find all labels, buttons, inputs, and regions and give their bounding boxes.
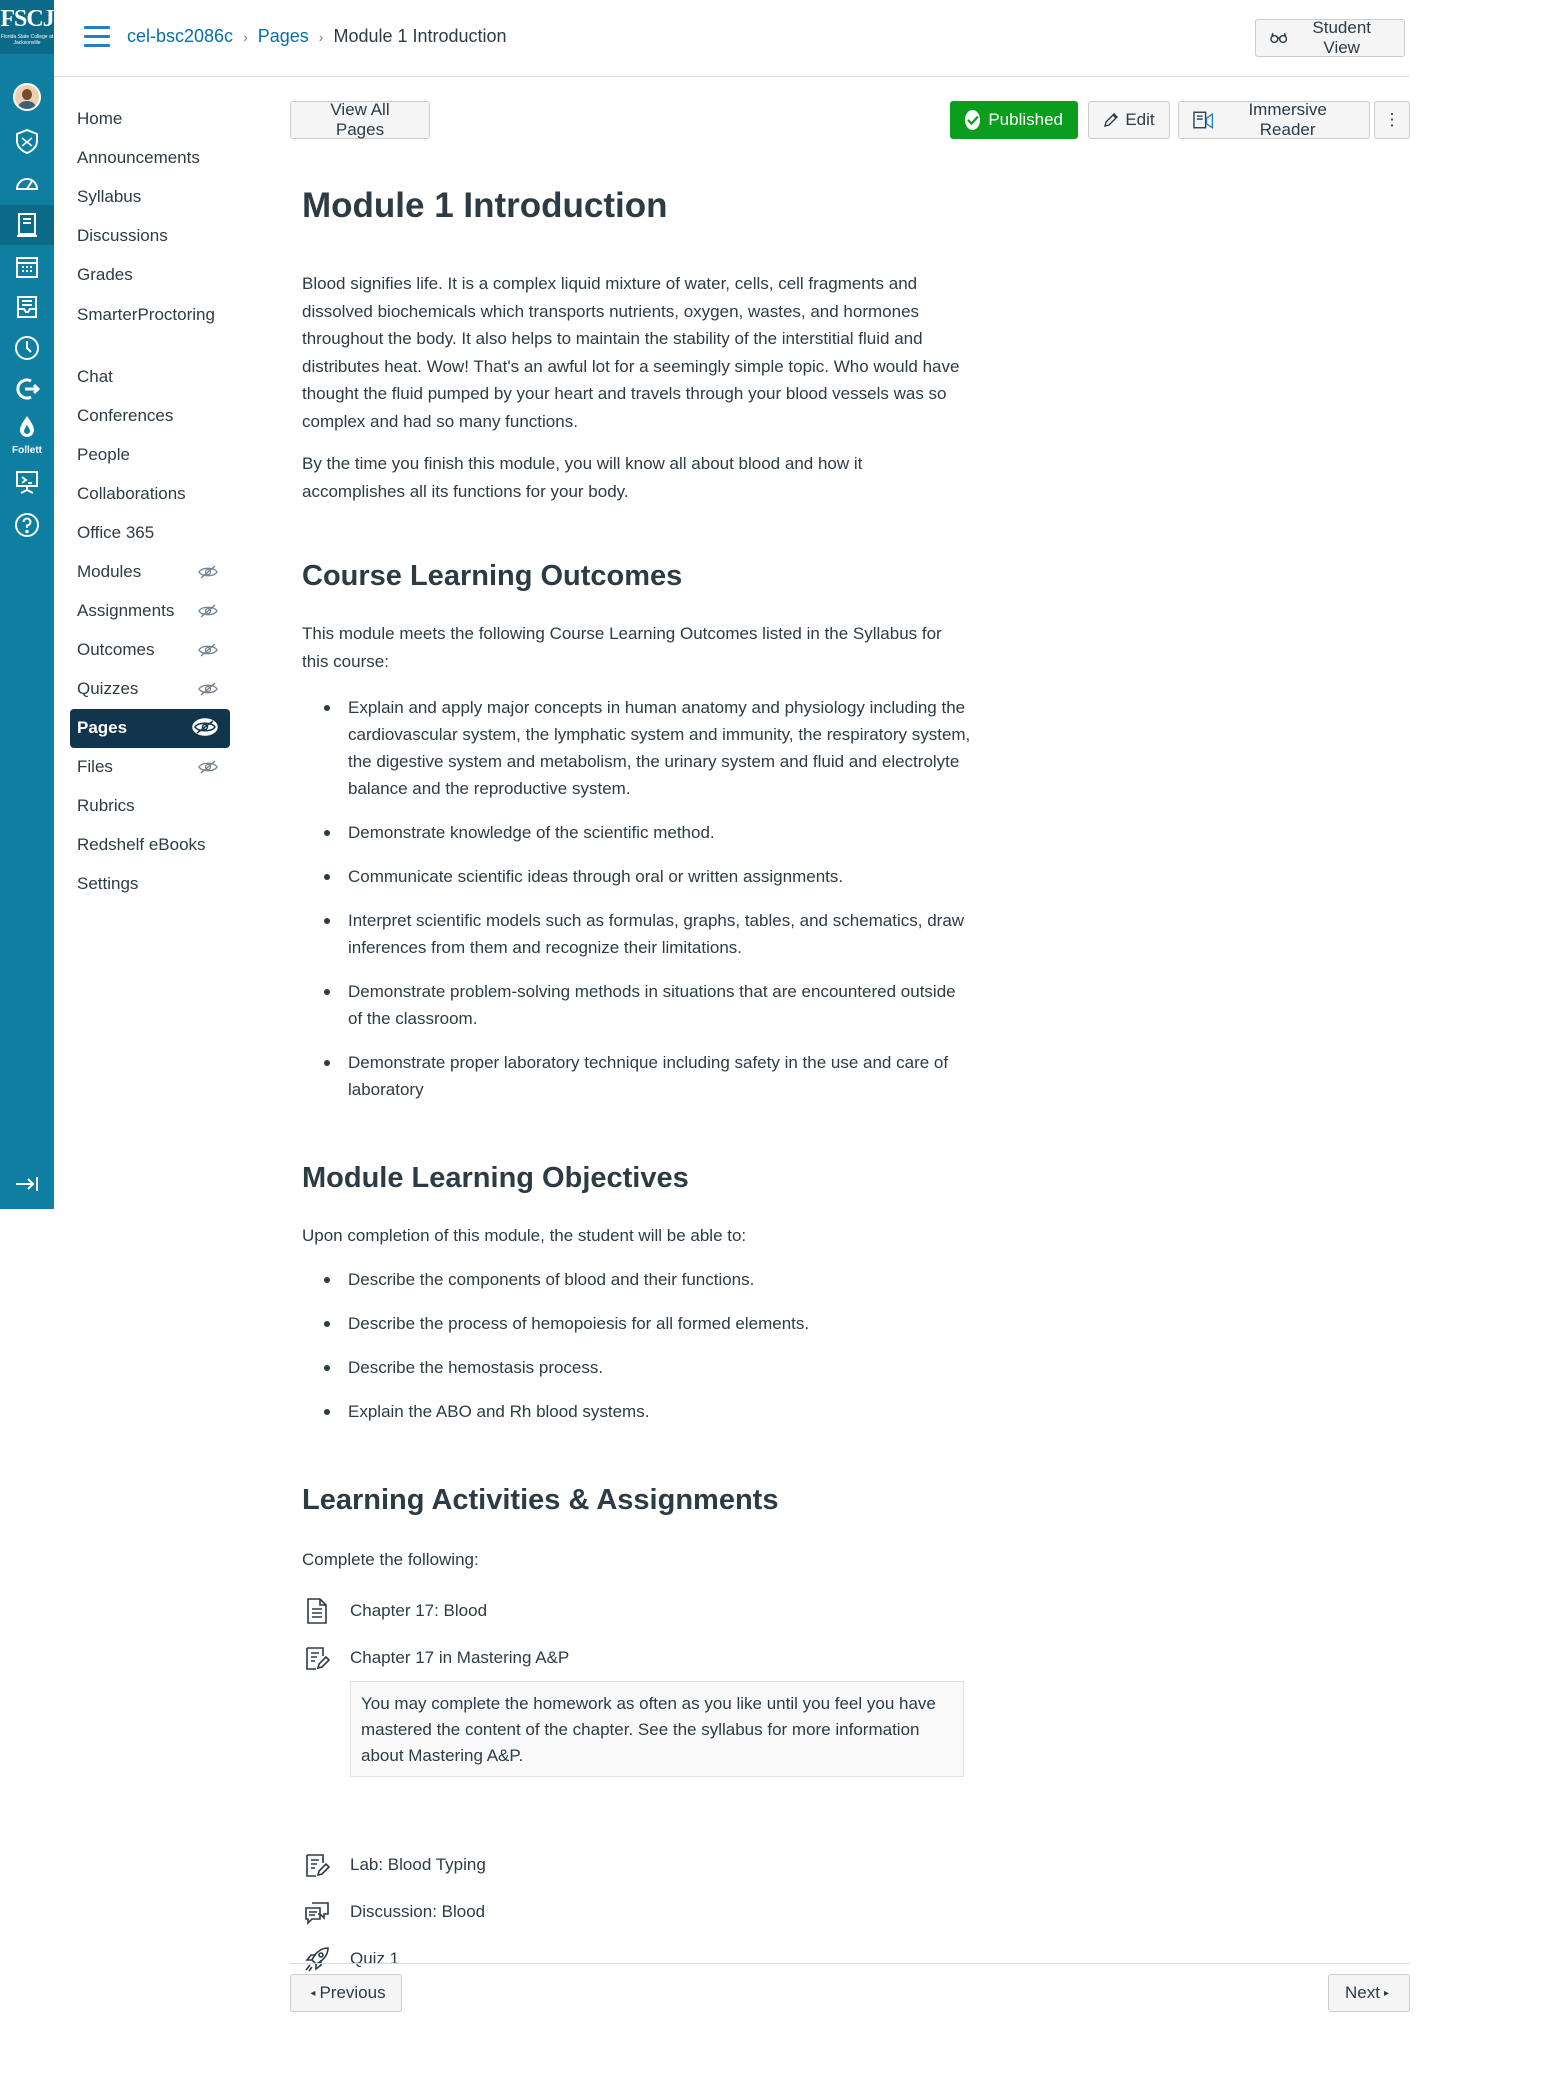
check-circle-icon (965, 110, 980, 130)
list-item: Interpret scientific models such as formulas, graphs, tables, and schematics, draw inferences from them and recognize their limitations. (302, 907, 972, 961)
course-nav-assignments[interactable]: Assignments (70, 592, 230, 631)
clo-intro: This module meets the following Course Learning Outcomes listed in the Syllabus for this course: (302, 624, 942, 671)
previous-button[interactable] (290, 1974, 402, 2012)
hidden-eye-icon (192, 718, 218, 736)
page-header (54, 0, 1409, 77)
course-nav-conferences[interactable]: Conferences (77, 406, 174, 425)
hidden-eye-icon (198, 604, 218, 618)
list-item: Demonstrate proper laboratory technique including safety in the use and care of laboratory (302, 1049, 972, 1103)
follett-nav-item[interactable] (0, 410, 54, 444)
mlo-list (302, 1266, 972, 1442)
course-learning-outcomes-heading: Course Learning Outcomes (302, 560, 683, 592)
published-label: Published (988, 110, 1063, 129)
list-item: Demonstrate knowledge of the scientific method. (302, 819, 972, 846)
view-all-pages-button[interactable] (290, 101, 430, 139)
intro-paragraph-2: By the time you finish this module, you will know all about blood and how it accomplishes all its functions for your body. (302, 454, 863, 501)
list-item: Describe the components of blood and their functions. (302, 1266, 972, 1293)
student-view-label: Student View (1312, 18, 1371, 57)
view-all-pages-label: View All Pages (330, 100, 390, 139)
collapse-arrow-icon (13, 1170, 41, 1198)
course-nav-people[interactable]: People (77, 445, 130, 464)
logo-subtext: Florida State College at Jacksonville (0, 34, 54, 46)
course-nav-settings[interactable]: Settings (77, 874, 139, 893)
activity-label: Discussion: Blood (350, 1902, 486, 1921)
intro-paragraph: Blood signifies life. It is a complex liquid mixture of water, cells, cell fragments and dissolved biochemicals which transports nutrients, oxygen, wastes, and hormones throughout the body. It also helps to maintain the stability of the interstitial fluid and distributes heat. Wow! That's an awful lot for a seemingly simple topic. Who would have thought the fluid pumped by your heart and travels through your blood vessels was so complex and had so many functions. (302, 274, 960, 431)
more-options-icon: ⋮ (1383, 110, 1401, 129)
follett-label: Follett (12, 445, 42, 456)
list-item: Explain and apply major concepts in human anatomy and physiology including the cardiovascular system, the lymphatic system and immunity, the respiratory system, the digestive system and metabolism, the urinary system and fluid and electrolyte balance and the reproductive system. (302, 694, 972, 802)
breadcrumb-current: Module 1 Introduction (333, 26, 507, 46)
previous-label: Previous (319, 1983, 386, 2002)
admin-nav-item[interactable] (0, 121, 54, 161)
collapse-nav-button[interactable] (0, 1164, 54, 1204)
list-item: Explain the ABO and Rh blood systems. (302, 1398, 972, 1425)
course-nav-syllabus[interactable]: Syllabus (77, 187, 142, 206)
course-nav-files[interactable]: Files (70, 748, 230, 787)
hidden-eye-icon (198, 760, 218, 774)
shield-icon (13, 127, 41, 155)
course-nav-home[interactable]: Home (77, 109, 123, 128)
next-label: Next (1345, 1983, 1380, 2002)
account-nav-item[interactable] (0, 77, 54, 117)
discussion-icon (304, 1898, 330, 1926)
calendar-nav-item[interactable] (0, 247, 54, 287)
dashboard-icon (13, 169, 41, 197)
activity-chapter-17-blood[interactable] (304, 1597, 487, 1625)
activity-label: Chapter 17 in Mastering A&P (350, 1648, 570, 1667)
courses-nav-item[interactable] (0, 205, 54, 245)
published-button[interactable] (950, 101, 1078, 139)
list-item: Describe the hemostasis process. (302, 1354, 972, 1381)
course-nav-pages[interactable]: Pages (70, 709, 230, 748)
avatar-icon (13, 83, 41, 111)
page-title: Module 1 Introduction (302, 186, 668, 225)
caret-left-icon: ◂ (310, 1987, 316, 1999)
next-button[interactable] (1328, 1974, 1410, 2012)
course-nav-modules[interactable]: Modules (70, 553, 230, 592)
student-view-button[interactable] (1255, 19, 1405, 57)
document-icon (304, 1597, 330, 1625)
logo-text: FSCJ (0, 6, 54, 32)
fscj-logo[interactable] (0, 0, 54, 54)
course-nav-rubrics[interactable]: Rubrics (77, 796, 135, 815)
more-options-button[interactable] (1374, 101, 1410, 139)
course-nav-announcements[interactable]: Announcements (77, 148, 200, 167)
immersive-reader-icon (1193, 110, 1214, 130)
course-nav-collaborations[interactable]: Collaborations (77, 484, 186, 503)
course-nav-redshelf-ebooks[interactable]: Redshelf eBooks (77, 835, 206, 854)
hidden-eye-icon (198, 565, 218, 579)
immersive-reader-label: Immersive Reader (1248, 100, 1327, 139)
studio-nav-item[interactable] (0, 462, 54, 502)
course-nav-quizzes[interactable]: Quizzes (70, 670, 230, 709)
help-nav-item[interactable] (0, 505, 54, 545)
list-item: Communicate scientific ideas through oral or written assignments. (302, 863, 972, 890)
course-nav (70, 100, 230, 904)
pencil-icon (1103, 112, 1119, 128)
inbox-icon (13, 293, 41, 321)
list-item: Demonstrate problem-solving methods in situations that are encountered outside of the classroom. (302, 978, 972, 1032)
clock-icon (13, 334, 41, 362)
courses-icon (13, 211, 41, 239)
hamburger-menu-icon[interactable] (84, 26, 110, 48)
activity-mastering-ap[interactable] (304, 1644, 569, 1672)
activity-lab-blood-typing[interactable] (304, 1851, 486, 1879)
assignment-icon (304, 1851, 330, 1879)
edit-button[interactable] (1088, 101, 1170, 139)
commons-nav-item[interactable] (0, 369, 54, 409)
activity-quiz-1[interactable] (304, 1945, 399, 1973)
dashboard-nav-item[interactable] (0, 163, 54, 203)
activity-label: Lab: Blood Typing (350, 1855, 486, 1874)
breadcrumb-course-link[interactable]: cel-bsc2086c (127, 26, 234, 46)
studio-icon (13, 468, 41, 496)
commons-icon (13, 375, 41, 403)
course-nav-grades[interactable]: Grades (77, 265, 133, 284)
edit-label: Edit (1125, 110, 1155, 129)
global-nav (0, 0, 54, 1209)
inbox-nav-item[interactable] (0, 287, 54, 327)
activity-discussion-blood[interactable] (304, 1898, 485, 1926)
clo-list (302, 694, 972, 1120)
history-nav-item[interactable] (0, 328, 54, 368)
help-icon (13, 511, 41, 539)
quiz-rocket-icon (304, 1945, 330, 1973)
immersive-reader-button[interactable] (1178, 101, 1370, 139)
assignment-icon (304, 1644, 330, 1672)
hidden-eye-icon (198, 682, 218, 696)
breadcrumb (127, 26, 507, 47)
learning-activities-heading: Learning Activities & Assignments (302, 1484, 779, 1516)
activity-label: Quiz 1 (350, 1949, 400, 1968)
course-nav-chat[interactable]: Chat (77, 367, 113, 386)
breadcrumb-separator-icon: › (243, 28, 248, 45)
mastering-note-box: You may complete the homework as often as you like until you feel you have mastered the content of the chapter. See the syllabus for more information about Mastering A&P. (350, 1681, 964, 1777)
list-item: Describe the process of hemopoiesis for all formed elements. (302, 1310, 972, 1337)
breadcrumb-separator-icon: › (318, 28, 324, 45)
footer-divider (290, 1963, 1410, 1964)
calendar-icon (13, 253, 41, 281)
mlo-intro: Upon completion of this module, the student will be able to: (302, 1226, 747, 1245)
follett-icon (13, 413, 41, 441)
glasses-icon (1270, 32, 1287, 44)
caret-right-icon: ▸ (1383, 1987, 1389, 1999)
course-nav-discussions[interactable]: Discussions (77, 226, 168, 245)
activities-intro: Complete the following: (302, 1550, 479, 1569)
course-nav-outcomes[interactable]: Outcomes (70, 631, 230, 670)
hidden-eye-icon (198, 643, 218, 657)
activity-label: Chapter 17: Blood (350, 1601, 488, 1620)
course-nav-office-365[interactable]: Office 365 (77, 523, 155, 542)
breadcrumb-pages-link[interactable]: Pages (257, 26, 309, 46)
course-nav-smarterproctoring[interactable]: SmarterProctoring (77, 305, 215, 324)
module-learning-objectives-heading: Module Learning Objectives (302, 1162, 689, 1194)
